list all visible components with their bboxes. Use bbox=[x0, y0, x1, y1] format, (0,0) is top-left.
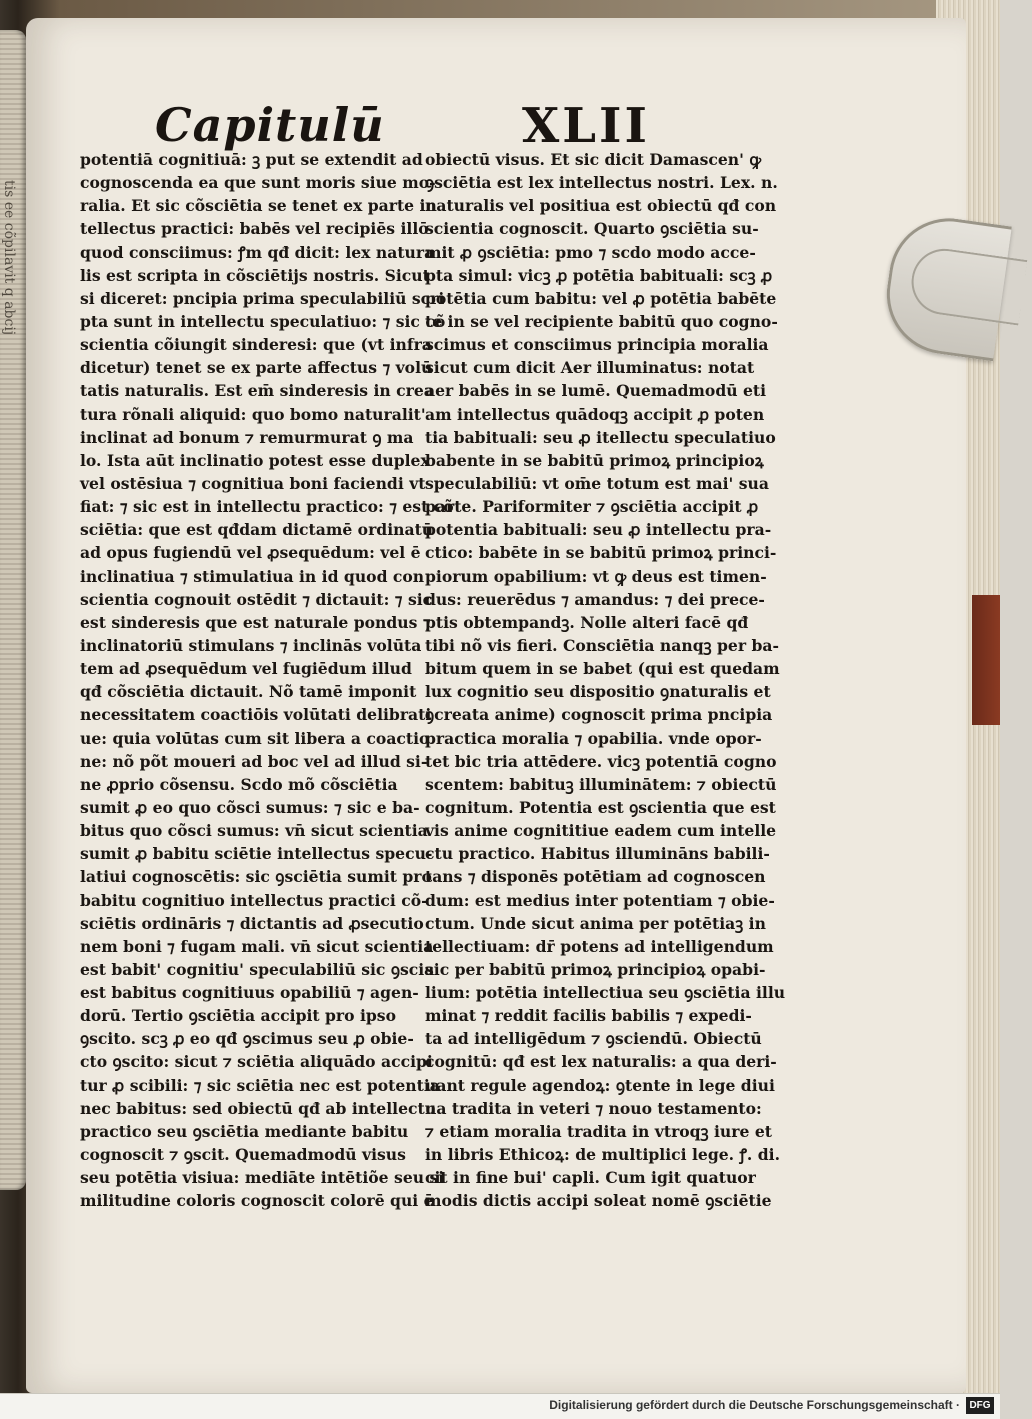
text-line: bitum quem in se babet (qui est quedam bbox=[425, 659, 780, 679]
text-line: parte. Pariformiter ⁊ ꝯsciētia accipit ꝓ bbox=[425, 497, 759, 517]
text-line: militudine coloris cognoscit colorē qui ē bbox=[80, 1191, 434, 1211]
text-line: sicut cum dicit Aer illuminatus: notat bbox=[425, 358, 755, 378]
text-line: sciētis ordināris ⁊ dictantis ad ꝓsecutio bbox=[80, 913, 424, 933]
text-line: tur ꝓ scibili: ⁊ sic sciētia nec est potentia bbox=[80, 1075, 440, 1095]
text-line: est babitus cognitiuus opabiliū ⁊ agen- bbox=[80, 983, 419, 1003]
text-line: tellectiuam: dr̄ potens ad intelligendum bbox=[425, 936, 774, 956]
text-line: lium: potētia intellectiua seu ꝯsciētia illu bbox=[425, 983, 786, 1003]
text-line: ꝯcreata anime) cognoscit prima pncipia bbox=[425, 705, 773, 725]
text-line: dus: reuerēdus ⁊ amandus: ⁊ dei prece- bbox=[425, 589, 765, 609]
text-line: cognitū: qđ est lex naturalis: a qua deri- bbox=[425, 1052, 777, 1072]
text-line: practico seu ꝯsciētia mediante babitu bbox=[80, 1121, 409, 1141]
text-line: bitus quo cõsci sumus: vn̄ sicut scientia bbox=[80, 821, 428, 841]
text-line: cognoscenda ea que sunt moris siue mo- bbox=[80, 173, 436, 193]
text-line: speculabiliū: vt om̄e totum est mai' sua bbox=[425, 473, 769, 493]
text-line: tibi nõ vis fieri. Consciētia nanqꝫ per ba- bbox=[425, 635, 779, 655]
text-line: tans ⁊ disponēs potētiam ad cognoscen bbox=[425, 867, 766, 887]
text-line: fiat: ⁊ sic est in intellectu practico: ⁊ est cõ bbox=[80, 497, 454, 517]
text-line: tem ad ꝓsequēdum vel fugiēdum illud bbox=[80, 659, 412, 679]
text-line: cto ꝯscito: sicut ⁊ sciētia aliquādo accipi bbox=[80, 1052, 433, 1072]
text-line: dorū. Tertio ꝯsciētia accipit pro ipso bbox=[80, 1006, 396, 1026]
text-line: ctu practico. Habitus illumināns babili- bbox=[425, 844, 770, 864]
text-line: te in se vel recipiente babitū quo cogno- bbox=[425, 311, 778, 331]
facing-page-bleed-text: tis ee cõpilavit q abcij bbox=[1, 180, 17, 336]
text-line: inclinat ad bonum ⁊ remurmurat ꝯ ma bbox=[80, 427, 414, 447]
text-line: scientia cognouit ostēdit ⁊ dictauit: ⁊ sic bbox=[80, 589, 433, 609]
text-line: vis anime cognititiue eadem cum intelle bbox=[425, 821, 777, 841]
text-line: nem boni ⁊ fugam mali. vn̄ sicut scientia bbox=[80, 936, 434, 956]
text-line: nec babitus: sed obiectū qđ ab intellectu bbox=[80, 1098, 437, 1118]
text-line: am intellectus quādoqꝫ accipit ꝓ poten bbox=[425, 404, 765, 424]
text-line: obiectū visus. Et sic dicit Damascen' ꝙ bbox=[425, 150, 762, 169]
text-line: si diceret: pncipia prima speculabiliū scri bbox=[80, 288, 445, 308]
text-line: potētia cum babitu: vel ꝓ potētia babēte bbox=[425, 288, 777, 308]
text-line: babente in se babitū primoꝝ principioꝝ bbox=[425, 450, 764, 470]
text-line: aer babēs in se lumē. Quemadmodū eti bbox=[425, 381, 767, 401]
funding-credit: Digitalisierung gefördert durch die Deutsche Forschungsgemeinschaft · bbox=[549, 1398, 960, 1412]
text-line: practica moralia ⁊ opabilia. vnde opor- bbox=[425, 728, 762, 748]
text-line: piorum opabilium: vt ꝙ deus est timen- bbox=[425, 566, 767, 586]
text-line: est sinderesis que est naturale pondus ⁊ bbox=[80, 612, 431, 632]
text-line: ne: nõ põt moueri ad boc vel ad illud si- bbox=[80, 751, 428, 771]
text-line: scentem: babituꝫ illuminātem: ⁊ obiectū bbox=[425, 774, 777, 794]
text-line: necessitatem coactiōis volūtati delibrati bbox=[80, 705, 432, 725]
text-line: sumit ꝓ eo quo cõsci sumus: ⁊ sic e ba- bbox=[80, 797, 420, 817]
text-line: qđ cõsciētia dictauit. Nõ tamē imponit bbox=[80, 682, 417, 702]
text-line: ctico: babēte in se babitū primoꝝ princi- bbox=[425, 543, 777, 563]
text-line: ꝯsciētia est lex intellectus nostri. Lex. n. bbox=[425, 173, 778, 193]
text-line: cit in fine bui' capli. Cum igit quatuor bbox=[425, 1168, 756, 1188]
text-line: ad opus fugiendū vel ꝓsequēdum: vel ē bbox=[80, 543, 421, 563]
text-line: tura rõnali aliquid: quo bomo naturalit' bbox=[80, 404, 426, 424]
text-line: potentia babituali: seu ꝓ intellectu pra- bbox=[425, 520, 772, 540]
text-line: uant regule agendoꝝ: ꝯtente in lege diui bbox=[425, 1075, 775, 1095]
text-line: ꝯscito. scꝫ ꝓ eo qđ ꝯscimus seu ꝓ obie- bbox=[80, 1029, 414, 1049]
text-line: dicetur) tenet se ex parte affectus ⁊ volū bbox=[80, 358, 433, 378]
text-line: cognitum. Potentia est ꝯscientia que est bbox=[425, 797, 776, 817]
text-line: scimus et consciimus principia moralia bbox=[425, 335, 769, 355]
text-line: ctum. Unde sicut anima per potētiaꝫ in bbox=[425, 913, 766, 933]
text-line: cognoscit ⁊ ꝯscit. Quemadmodū visus bbox=[80, 1145, 406, 1165]
text-line: lo. Ista aūt inclinatio potest esse duplex bbox=[80, 450, 430, 470]
dfg-logo: DFG bbox=[966, 1397, 994, 1414]
text-line: ne ꝓprio cõsensu. Scdo mõ cõsciētia bbox=[80, 774, 398, 794]
running-head-capitulum: Capitulū bbox=[155, 98, 385, 152]
text-line: tet bic tria attēdere. vicꝫ potentiā cogno bbox=[425, 751, 777, 771]
text-line: sic per babitū primoꝝ principioꝝ opabi- bbox=[425, 959, 766, 979]
text-column-right bbox=[425, 148, 786, 1212]
text-line: lux cognitio seu dispositio ꝯnaturalis et bbox=[425, 682, 771, 702]
text-line: naturalis vel positiua est obiectū qđ con bbox=[425, 196, 777, 216]
text-column-left bbox=[80, 148, 454, 1212]
text-line: scientia cognoscit. Quarto ꝯsciētia su- bbox=[425, 219, 759, 239]
running-head-chapter-number: XLII bbox=[522, 98, 650, 154]
text-line: latiui cognoscētis: sic ꝯsciētia sumit pro bbox=[80, 867, 432, 887]
text-line: tatis naturalis. Est em̄ sinderesis in crea bbox=[80, 381, 434, 401]
text-line: modis dictis accipi soleat nomē ꝯsciētie bbox=[425, 1191, 772, 1211]
text-line: ue: quia volūtas cum sit libera a coactio bbox=[80, 728, 430, 748]
text-line: sumit ꝓ babitu sciētie intellectus specu- bbox=[80, 844, 433, 864]
text-line: ptis obtempandꝫ. Nolle alteri facē qđ bbox=[425, 612, 749, 632]
text-line: ralia. Et sic cõsciētia se tenet ex parte in bbox=[80, 196, 437, 216]
text-line: quod consciimus: ꝭm qđ dicit: lex natura bbox=[80, 242, 435, 262]
text-line: pta sunt in intellectu speculatiuo: ⁊ sic cõ bbox=[80, 311, 446, 331]
ribbon-marker bbox=[972, 595, 1000, 725]
text-line: dum: est medius inter potentiam ⁊ obie- bbox=[425, 890, 775, 910]
text-line: sciētia: que est qđdam dictamē ordinatū bbox=[80, 520, 434, 540]
text-line: lis est scripta in cõsciētijs nostris. Sicut bbox=[80, 265, 430, 285]
text-line: inclinatiua ⁊ stimulatiua in id quod con bbox=[80, 566, 425, 586]
text-line: in libris Ethicoꝝ: de multiplici lege. ꝭ. di. bbox=[425, 1145, 781, 1165]
text-line: mit ꝓ ꝯsciētia: pmo ⁊ scdo modo acce- bbox=[425, 242, 756, 262]
text-line: est babit' cognitiu' speculabiliū sic ꝯscia bbox=[80, 959, 435, 979]
text-line: na tradita in veteri ⁊ nouo testamento: bbox=[425, 1098, 762, 1118]
text-line: babitu cognitiuo intellectus practici cõ- bbox=[80, 890, 428, 910]
footer-bar bbox=[0, 1393, 1000, 1419]
text-line: tellectus practici: babēs vel recipiēs illō bbox=[80, 219, 429, 239]
text-line: seu potētia visiua: mediāte intētiõe seu si bbox=[80, 1168, 445, 1188]
text-line: minat ⁊ reddit facilis babilis ⁊ expedi- bbox=[425, 1006, 752, 1026]
text-line: inclinatoriū stimulans ⁊ inclinās volūta bbox=[80, 635, 422, 655]
text-line: ⁊ etiam moralia tradita in vtroqꝫ iure et bbox=[425, 1121, 772, 1141]
text-line: tia babituali: seu ꝓ itellectu speculatiuo bbox=[425, 427, 776, 447]
text-line: potentiā cognitiuā: ꝫ put se extendit ad bbox=[80, 150, 423, 169]
text-line: vel ostēsiua ⁊ cognitiua boni faciendi vt bbox=[80, 473, 426, 493]
text-line: scientia cõiungit sinderesi: que (vt infra bbox=[80, 335, 432, 355]
text-line: ta ad intelligēdum ⁊ ꝯsciendū. Obiectū bbox=[425, 1029, 762, 1049]
text-line: pta simul: vicꝫ ꝓ potētia babituali: scꝫ ꝓ bbox=[425, 265, 773, 285]
